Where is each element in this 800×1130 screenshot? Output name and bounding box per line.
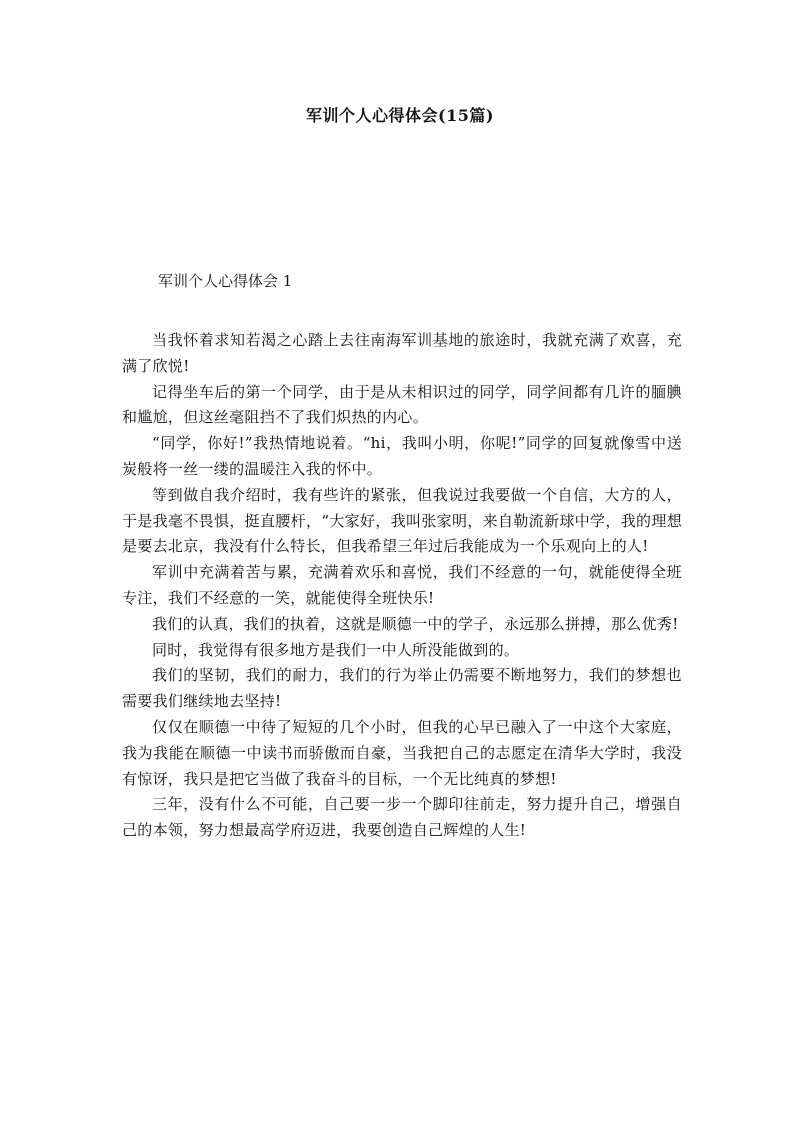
paragraph: “同学，你好!”我热情地说着。“hi，我叫小明，你呢!”同学的回复就像雪中送炭般将一丝一缕的温暖注入我的怀中。 bbox=[122, 434, 682, 478]
paragraph: 记得坐车后的第一个同学，由于是从未相识过的同学，同学间都有几许的腼腆和尴尬，但这丝毫阻挡不了我们炽热的内心。 bbox=[122, 382, 682, 427]
paragraph: 同时，我觉得有很多地方是我们一中人所没能做到的。 bbox=[152, 640, 520, 659]
paragraph: 三年，没有什么不可能，自己要一步一个脚印往前走，努力提升自己，增强自己的本领，努力想最高学府迈进，我要创造自己辉煌的人生! bbox=[122, 795, 682, 840]
paragraph: 我们的坚韧，我们的耐力，我们的行为举止仍需要不断地努力，我们的梦想也需要我们继续地去坚持! bbox=[122, 666, 682, 711]
paragraph: 军训中充满着苦与累，充满着欢乐和喜悦，我们不经意的一句，就能使得全班专注，我们不经意的一笑，就能使得全班快乐! bbox=[122, 563, 682, 607]
paragraph: 仅仅在顺德一中待了短短的几个小时，但我的心早已融入了一中这个大家庭，我为我能在顺德一中读书而骄傲而自豪，当我把自己的志愿定在清华大学时，我没有惊讶，我只是把它当做了我奋斗的目标，一个无比纯真的梦想! bbox=[122, 717, 682, 788]
document-title: 军训个人心得体会(15篇) bbox=[306, 106, 494, 125]
paragraph: 等到做自我介绍时，我有些许的紧张，但我说过我要做一个自信，大方的人，于是我毫不畏惧，挺直腰杆，“大家好，我叫张家明，来自勒流新球中学，我的理想是要去北京，我没有什么特长，但我希望三年过后我能成为一个乐观向上的人! bbox=[122, 485, 682, 556]
paragraph: 当我怀着求知若渴之心踏上去往南海军训基地的旅途时，我就充满了欢喜，充满了欣悦! bbox=[122, 331, 682, 375]
paragraph: 我们的认真，我们的执着，这就是顺德一中的学子，永远那么拼搏，那么优秀! bbox=[152, 614, 679, 633]
section-heading: 军训个人心得体会 1 bbox=[158, 272, 293, 290]
document-body bbox=[122, 328, 682, 844]
